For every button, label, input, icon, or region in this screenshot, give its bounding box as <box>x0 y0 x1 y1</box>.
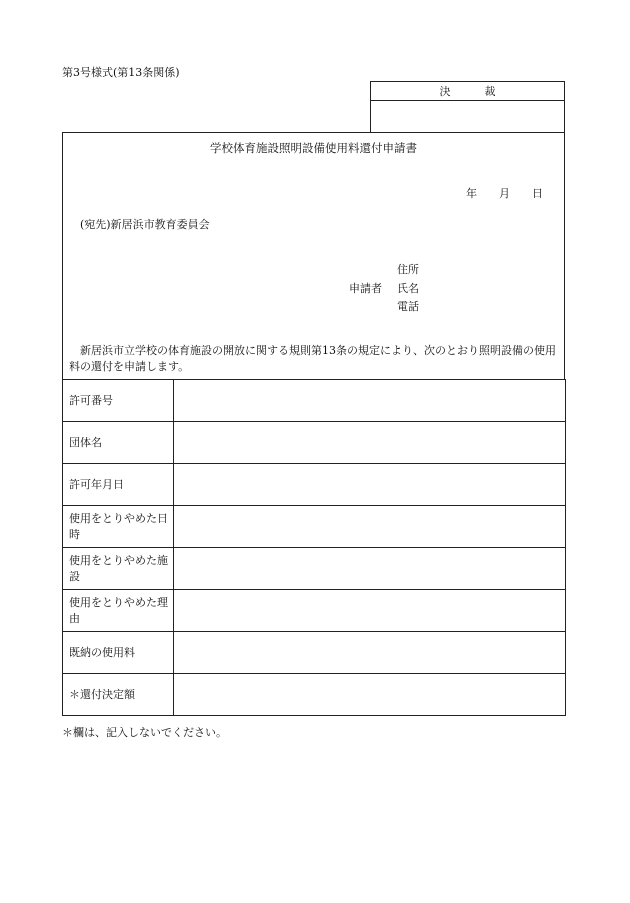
row-value-field[interactable] <box>174 380 566 422</box>
date-year-label: 年 <box>466 187 477 200</box>
row-label: 団体名 <box>63 422 174 464</box>
footnote: ＊欄は、記入しないでください。 <box>62 726 227 739</box>
table-row <box>63 590 566 632</box>
row-label: ＊還付決定額 <box>63 674 174 716</box>
row-label: 許可年月日 <box>63 464 174 506</box>
approval-box <box>370 81 565 133</box>
row-value-field[interactable] <box>174 632 566 674</box>
table-row <box>63 380 566 422</box>
approval-label-right: 裁 <box>484 85 496 98</box>
approval-label-left: 決 <box>439 85 451 98</box>
row-value-field[interactable] <box>174 548 566 590</box>
row-value-field[interactable] <box>174 506 566 548</box>
row-label: 既納の使用料 <box>63 632 174 674</box>
row-value-field[interactable] <box>174 674 566 716</box>
row-value-field[interactable] <box>174 422 566 464</box>
table-row <box>63 464 566 506</box>
row-label: 使用をとりやめた日時 <box>63 506 174 548</box>
document-title: 学校体育施設照明設備使用料還付申請書 <box>210 141 417 155</box>
row-label: 許可番号 <box>63 380 174 422</box>
name-label: 氏名 <box>397 282 419 295</box>
applicant-label: 申請者 <box>349 282 382 295</box>
application-table <box>62 379 566 716</box>
application-statement: 新居浜市立学校の体育施設の開放に関する規則第13条の規定により、次のとおり照明設備の使用料の還付を申請します。 <box>69 344 556 373</box>
table-row <box>63 422 566 464</box>
row-value-field[interactable] <box>174 590 566 632</box>
table-row <box>63 674 566 716</box>
date-day-label: 日 <box>532 187 543 200</box>
addressee: (宛先)新居浜市教育委員会 <box>80 218 210 231</box>
table-row <box>63 548 566 590</box>
address-label: 住所 <box>397 263 419 276</box>
table-row <box>63 506 566 548</box>
date-month-label: 月 <box>499 187 510 200</box>
row-label: 使用をとりやめた理由 <box>63 590 174 632</box>
row-value-field[interactable] <box>174 464 566 506</box>
phone-label: 電話 <box>397 300 419 313</box>
row-label: 使用をとりやめた施設 <box>63 548 174 590</box>
approval-header <box>371 82 564 101</box>
date-line <box>466 185 543 201</box>
table-row <box>63 632 566 674</box>
form-number: 第3号様式(第13条関係) <box>62 66 180 79</box>
